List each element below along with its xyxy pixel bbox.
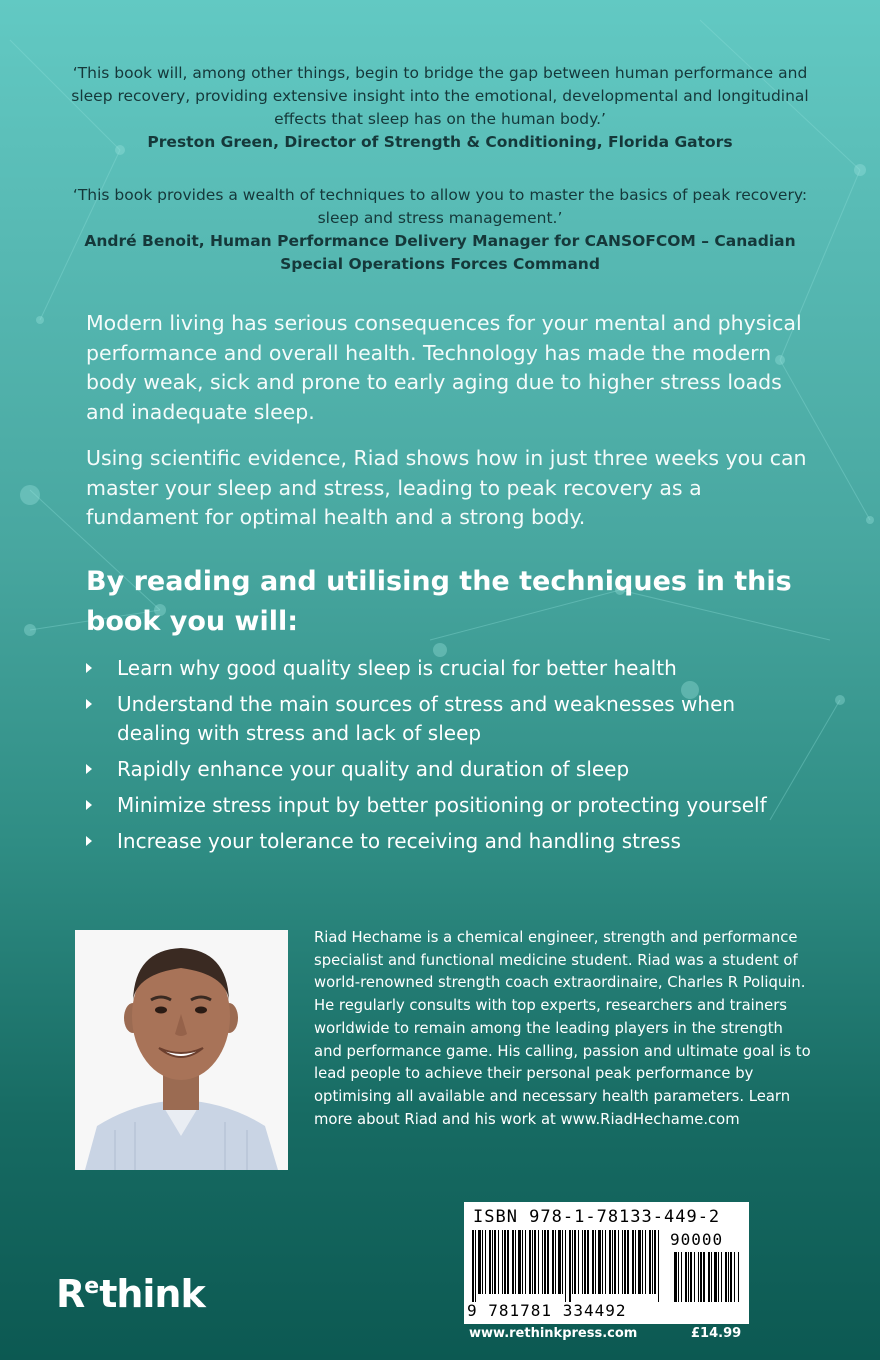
review-quote-2 [60, 184, 820, 276]
benefits-heading: By reading and utilising the techniques in this book you will: [86, 566, 792, 637]
review-quote-text: ‘This book provides a wealth of techniques to allow you to master the basics of peak recovery: sleep and stress management.’ [72, 186, 808, 227]
benefit-text: Learn why good quality sleep is crucial for better health [117, 656, 677, 680]
author-photo [75, 930, 288, 1170]
author-bio: Riad Hechame is a chemical engineer, strength and performance specialist and functional medicine student. Riad was a student of world-renowned strength coach extraordinaire, Charles R Poliquin. He regularly consults with top experts, researchers and trainers worldwide to remain among the leading players in the strength and performance game. His calling, passion and ultimate goal is to lead people to achieve their personal peak performance by optimising all available and necessary health parameters. Learn more about Riad and his work at www.RiadHechame.com [314, 929, 811, 1128]
triangle-bullet-icon [86, 800, 92, 810]
benefit-text: Rapidly enhance your quality and duration of sleep [117, 757, 630, 781]
isbn-barcode [464, 1202, 749, 1324]
triangle-bullet-icon [86, 764, 92, 774]
logo-rest: think [99, 1272, 205, 1316]
benefit-item [86, 827, 786, 856]
benefit-item [86, 755, 786, 784]
ean-number: 9 781781 334492 [467, 1301, 627, 1320]
review-quote-attribution: Preston Green, Director of Strength & Conditioning, Florida Gators [147, 133, 733, 151]
review-quote-text: ‘This book will, among other things, begin to bridge the gap between human performance and sleep recovery, providing extensive insight into the emotional, developmental and longitudinal effects that sleep has on the human body.’ [71, 64, 809, 128]
triangle-bullet-icon [86, 836, 92, 846]
benefit-item [86, 690, 786, 748]
triangle-bullet-icon [86, 699, 92, 709]
review-quote-attribution: André Benoit, Human Performance Delivery Manager for CANSOFCOM – Canadian Special Operations Forces Command [84, 232, 796, 273]
logo-e: e [84, 1274, 100, 1299]
benefit-text: Minimize stress input by better positioning or protecting yourself [117, 793, 767, 817]
price: £14.99 [691, 1326, 742, 1341]
benefit-text: Increase your tolerance to receiving and handling stress [117, 829, 681, 853]
blurb-paragraph-2: Using scientific evidence, Riad shows how in just three weeks you can master your sleep and stress, leading to peak recovery as a fundament for optimal health and a strong body. [86, 446, 807, 529]
isbn-number: ISBN 978-1-78133-449-2 [473, 1207, 721, 1227]
benefit-text: Understand the main sources of stress and weaknesses when dealing with stress and lack of sleep [117, 692, 736, 745]
triangle-bullet-icon [86, 663, 92, 673]
benefit-item [86, 791, 786, 820]
barcode-addon-number: 90000 [670, 1230, 724, 1249]
rethink-logo [56, 1272, 205, 1316]
benefits-list [86, 654, 786, 863]
blurb-paragraph-1: Modern living has serious consequences for your mental and physical performance and overall health. Technology has made the modern body weak, sick and prone to early aging due to higher stress loads and inadequate sleep. [86, 311, 802, 424]
benefit-item [86, 654, 786, 683]
review-quote-1 [60, 62, 820, 154]
logo-r: R [56, 1272, 85, 1316]
publisher-url: www.rethinkpress.com [469, 1326, 638, 1341]
